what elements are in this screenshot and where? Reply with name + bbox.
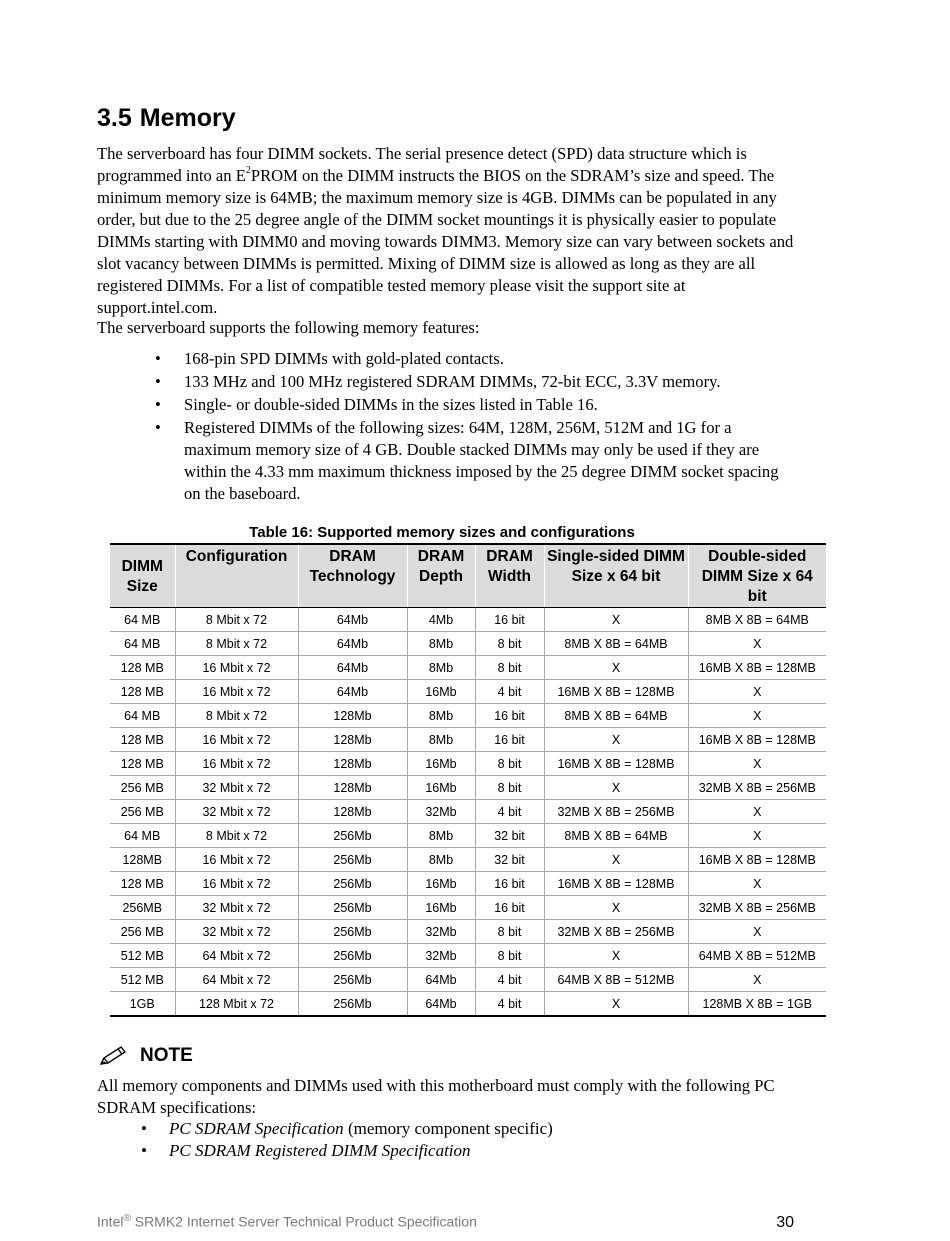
- table-cell: 16MB X 8B = 128MB: [544, 752, 688, 776]
- table-row: [110, 800, 826, 824]
- bullet-icon: •: [155, 372, 161, 391]
- table-cell: 32MB X 8B = 256MB: [688, 896, 826, 920]
- table-cell: 8 bit: [475, 944, 544, 968]
- table-cell: 32 Mbit x 72: [175, 896, 298, 920]
- footer-doc-title: SRMK2 Internet Server Technical Product Specification: [130, 1213, 477, 1230]
- table-cell: 128 MB: [110, 872, 175, 896]
- table-cell: 256MB: [110, 896, 175, 920]
- table-cell: 128 Mbit x 72: [175, 992, 298, 1017]
- table-cell: 64Mb: [298, 680, 407, 704]
- section-heading: [97, 104, 236, 133]
- table-row: [110, 824, 826, 848]
- page-footer: [97, 1213, 794, 1232]
- table-cell: 128Mb: [298, 776, 407, 800]
- features-intro: The serverboard supports the following memory features:: [97, 318, 480, 337]
- column-header: DRAM Technology: [298, 544, 407, 608]
- registered-mark: ®: [123, 1213, 131, 1224]
- table-cell: 64 MB: [110, 608, 175, 632]
- table-cell: X: [688, 968, 826, 992]
- table-cell: 16 Mbit x 72: [175, 872, 298, 896]
- footer-brand: Intel: [97, 1213, 124, 1230]
- note-text: All memory components and DIMMs used with this motherboard must comply with the following PC SDRAM specifications:: [97, 1076, 775, 1117]
- table-cell: 8 Mbit x 72: [175, 608, 298, 632]
- table-cell: 8 bit: [475, 752, 544, 776]
- table-cell: 32 Mbit x 72: [175, 776, 298, 800]
- table-row: [110, 872, 826, 896]
- table-cell: X: [688, 800, 826, 824]
- table-cell: 4Mb: [407, 608, 475, 632]
- table-row: [110, 728, 826, 752]
- table-cell: 64Mb: [298, 632, 407, 656]
- table-cell: 256Mb: [298, 896, 407, 920]
- table-cell: X: [688, 872, 826, 896]
- table-cell: 16 Mbit x 72: [175, 680, 298, 704]
- table-cell: 32MB X 8B = 256MB: [688, 776, 826, 800]
- list-item: [97, 348, 797, 370]
- table-cell: 128 MB: [110, 752, 175, 776]
- table-cell: 64MB X 8B = 512MB: [688, 944, 826, 968]
- table-cell: 8Mb: [407, 704, 475, 728]
- table-cell: 128MB: [110, 848, 175, 872]
- table-cell: 256Mb: [298, 944, 407, 968]
- section-number: 3.5: [97, 104, 132, 132]
- table-cell: 16MB X 8B = 128MB: [688, 728, 826, 752]
- table-cell: 64 Mbit x 72: [175, 944, 298, 968]
- table-cell: 8 Mbit x 72: [175, 632, 298, 656]
- feature-text: 168-pin SPD DIMMs with gold-plated contacts.: [184, 349, 504, 368]
- table-row: [110, 968, 826, 992]
- table-cell: 16MB X 8B = 128MB: [544, 680, 688, 704]
- table-cell: 256Mb: [298, 920, 407, 944]
- table-cell: 64 Mbit x 72: [175, 968, 298, 992]
- bullet-icon: •: [141, 1119, 147, 1138]
- spec-title: PC SDRAM Registered DIMM Specification: [169, 1141, 471, 1160]
- table-cell: 8Mb: [407, 632, 475, 656]
- table-cell: 16MB X 8B = 128MB: [688, 656, 826, 680]
- intro-text-part2: PROM on the DIMM instructs the BIOS on the SDRAM’s size and speed. The minimum memory size is 64MB; the maximum memory size is 4GB. DIMMs can be populated in any order, but due to the 25 degree angle of the DIMM socket mountings it is physically easier to populate DIMMs starting with DIMM0 and moving towards DIMM3. Memory size can vary between sockets and slot vacancy between DIMMs is permitted. Mixing of DIMM size is allowed as long as they are all registered DIMMs. For a list of compatible tested memory please visit the support site at support.intel.com.: [97, 166, 794, 317]
- table-cell: 16 Mbit x 72: [175, 848, 298, 872]
- table-row: [110, 920, 826, 944]
- table-cell: 256Mb: [298, 968, 407, 992]
- table-cell: X: [688, 824, 826, 848]
- table-cell: 64Mb: [407, 968, 475, 992]
- table-cell: X: [544, 728, 688, 752]
- column-header: Configuration: [175, 544, 298, 608]
- spec-title: PC SDRAM Specification: [169, 1119, 344, 1138]
- table-cell: 8MB X 8B = 64MB: [544, 632, 688, 656]
- table-cell: 256 MB: [110, 776, 175, 800]
- note-title: NOTE: [140, 1045, 193, 1066]
- table-row: [110, 848, 826, 872]
- table-cell: 8Mb: [407, 824, 475, 848]
- table-cell: 4 bit: [475, 800, 544, 824]
- table-cell: 256Mb: [298, 992, 407, 1017]
- table-cell: 128Mb: [298, 800, 407, 824]
- table-cell: 128 MB: [110, 680, 175, 704]
- table-cell: 32Mb: [407, 944, 475, 968]
- table-cell: 256 MB: [110, 800, 175, 824]
- table-cell: 128MB X 8B = 1GB: [688, 992, 826, 1017]
- table-cell: X: [544, 776, 688, 800]
- table-cell: 32 bit: [475, 848, 544, 872]
- table-cell: 16Mb: [407, 896, 475, 920]
- table-cell: 32 Mbit x 72: [175, 800, 298, 824]
- table-cell: 32Mb: [407, 920, 475, 944]
- table-cell: 16MB X 8B = 128MB: [544, 872, 688, 896]
- feature-list: [97, 348, 797, 506]
- page-number: 30: [776, 1213, 794, 1231]
- table-cell: 8 Mbit x 72: [175, 704, 298, 728]
- intro-paragraph: [97, 143, 797, 319]
- table-cell: 128Mb: [298, 728, 407, 752]
- table-cell: 32MB X 8B = 256MB: [544, 920, 688, 944]
- table-cell: X: [544, 992, 688, 1017]
- table-cell: 64 MB: [110, 704, 175, 728]
- table-cell: 4 bit: [475, 992, 544, 1017]
- table-cell: 64 MB: [110, 632, 175, 656]
- table-cell: 16 bit: [475, 608, 544, 632]
- column-header: Single-sided DIMM Size x 64 bit: [544, 544, 688, 608]
- table-row: [110, 944, 826, 968]
- table-cell: 64MB X 8B = 512MB: [544, 968, 688, 992]
- list-item: [97, 371, 797, 393]
- table-cell: 8 bit: [475, 776, 544, 800]
- pencil-icon: [98, 1045, 128, 1067]
- table-cell: 4 bit: [475, 680, 544, 704]
- footer-title: [97, 1213, 477, 1230]
- table-cell: 16 bit: [475, 728, 544, 752]
- table-cell: 16MB X 8B = 128MB: [688, 848, 826, 872]
- table-cell: 16 Mbit x 72: [175, 656, 298, 680]
- table-row: [110, 752, 826, 776]
- feature-text: Single- or double-sided DIMMs in the sizes listed in Table 16.: [184, 395, 598, 414]
- table-cell: 256Mb: [298, 824, 407, 848]
- table-header-row: [110, 544, 826, 608]
- table-cell: X: [688, 680, 826, 704]
- table-cell: 32 Mbit x 72: [175, 920, 298, 944]
- table-cell: X: [544, 656, 688, 680]
- table-cell: 32MB X 8B = 256MB: [544, 800, 688, 824]
- list-item: [97, 1140, 797, 1162]
- section-title: Memory: [139, 104, 236, 132]
- table-body: [110, 608, 826, 1017]
- table-cell: 8 bit: [475, 632, 544, 656]
- feature-text: Registered DIMMs of the following sizes: 64M, 128M, 256M, 512M and 1G for a maximum memory size of 4 GB. Double stacked DIMMs may only be used if they are within the 4.33 mm maximum thickness imposed by the 25 degree DIMM socket spacing on the baseboard.: [184, 418, 779, 503]
- table-cell: 8MB X 8B = 64MB: [544, 704, 688, 728]
- table-cell: 64 MB: [110, 824, 175, 848]
- note-heading: [98, 1041, 193, 1071]
- table-row: [110, 632, 826, 656]
- table-cell: 16 bit: [475, 872, 544, 896]
- table-cell: 256Mb: [298, 848, 407, 872]
- table-cell: 16Mb: [407, 752, 475, 776]
- bullet-icon: •: [155, 349, 161, 368]
- table-cell: 128Mb: [298, 704, 407, 728]
- intro-superscript: 2: [245, 165, 251, 177]
- table-cell: X: [544, 896, 688, 920]
- column-header: DRAM Width: [475, 544, 544, 608]
- memory-config-table: [110, 543, 826, 1017]
- table-row: [110, 704, 826, 728]
- table-cell: X: [688, 704, 826, 728]
- table-row: [110, 776, 826, 800]
- column-header: DRAM Depth: [407, 544, 475, 608]
- list-item: [97, 417, 797, 505]
- table-cell: 32Mb: [407, 800, 475, 824]
- table-cell: 16 Mbit x 72: [175, 752, 298, 776]
- table-row: [110, 992, 826, 1017]
- bullet-icon: •: [155, 395, 161, 414]
- table-row: [110, 608, 826, 632]
- feature-text: 133 MHz and 100 MHz registered SDRAM DIMMs, 72-bit ECC, 3.3V memory.: [184, 372, 721, 391]
- spec-list: [97, 1118, 797, 1162]
- table-cell: 16 bit: [475, 704, 544, 728]
- table-caption: Table 16: Supported memory sizes and configurations: [249, 524, 635, 541]
- table-cell: 8MB X 8B = 64MB: [544, 824, 688, 848]
- table-cell: 8 bit: [475, 920, 544, 944]
- table-cell: X: [688, 752, 826, 776]
- table-cell: 8Mb: [407, 728, 475, 752]
- table-cell: X: [688, 920, 826, 944]
- table-cell: 8Mb: [407, 656, 475, 680]
- table-row: [110, 680, 826, 704]
- table-cell: 256 MB: [110, 920, 175, 944]
- intro-text-part1: The serverboard has four DIMM sockets. The serial presence detect (SPD) data structure which is programmed into an E: [97, 144, 747, 185]
- column-header: Double-sided DIMM Size x 64 bit: [688, 544, 826, 608]
- table-cell: 8 bit: [475, 656, 544, 680]
- table-row: [110, 896, 826, 920]
- table-cell: 32 bit: [475, 824, 544, 848]
- table-cell: 64Mb: [407, 992, 475, 1017]
- bullet-icon: •: [141, 1141, 147, 1160]
- table-cell: 512 MB: [110, 968, 175, 992]
- bullet-icon: •: [155, 418, 161, 437]
- table-cell: 64Mb: [298, 608, 407, 632]
- table-cell: 64Mb: [298, 656, 407, 680]
- table-cell: X: [688, 632, 826, 656]
- table-cell: 512 MB: [110, 944, 175, 968]
- table-cell: X: [544, 608, 688, 632]
- table-cell: 4 bit: [475, 968, 544, 992]
- table-cell: 16Mb: [407, 872, 475, 896]
- table-cell: 128 MB: [110, 656, 175, 680]
- table-cell: X: [544, 944, 688, 968]
- table-cell: 256Mb: [298, 872, 407, 896]
- table-cell: 16Mb: [407, 680, 475, 704]
- table-cell: 1GB: [110, 992, 175, 1017]
- list-item: [97, 1118, 797, 1140]
- table-cell: X: [544, 848, 688, 872]
- table-cell: 128 MB: [110, 728, 175, 752]
- table-cell: 16 Mbit x 72: [175, 728, 298, 752]
- table-cell: 8 Mbit x 72: [175, 824, 298, 848]
- spec-suffix: (memory component specific): [343, 1119, 553, 1138]
- column-header: DIMM Size: [110, 544, 175, 608]
- table-cell: 16Mb: [407, 776, 475, 800]
- table-cell: 128Mb: [298, 752, 407, 776]
- table-cell: 8MB X 8B = 64MB: [688, 608, 826, 632]
- table-row: [110, 656, 826, 680]
- table-cell: 16 bit: [475, 896, 544, 920]
- table-cell: 8Mb: [407, 848, 475, 872]
- list-item: [97, 394, 797, 416]
